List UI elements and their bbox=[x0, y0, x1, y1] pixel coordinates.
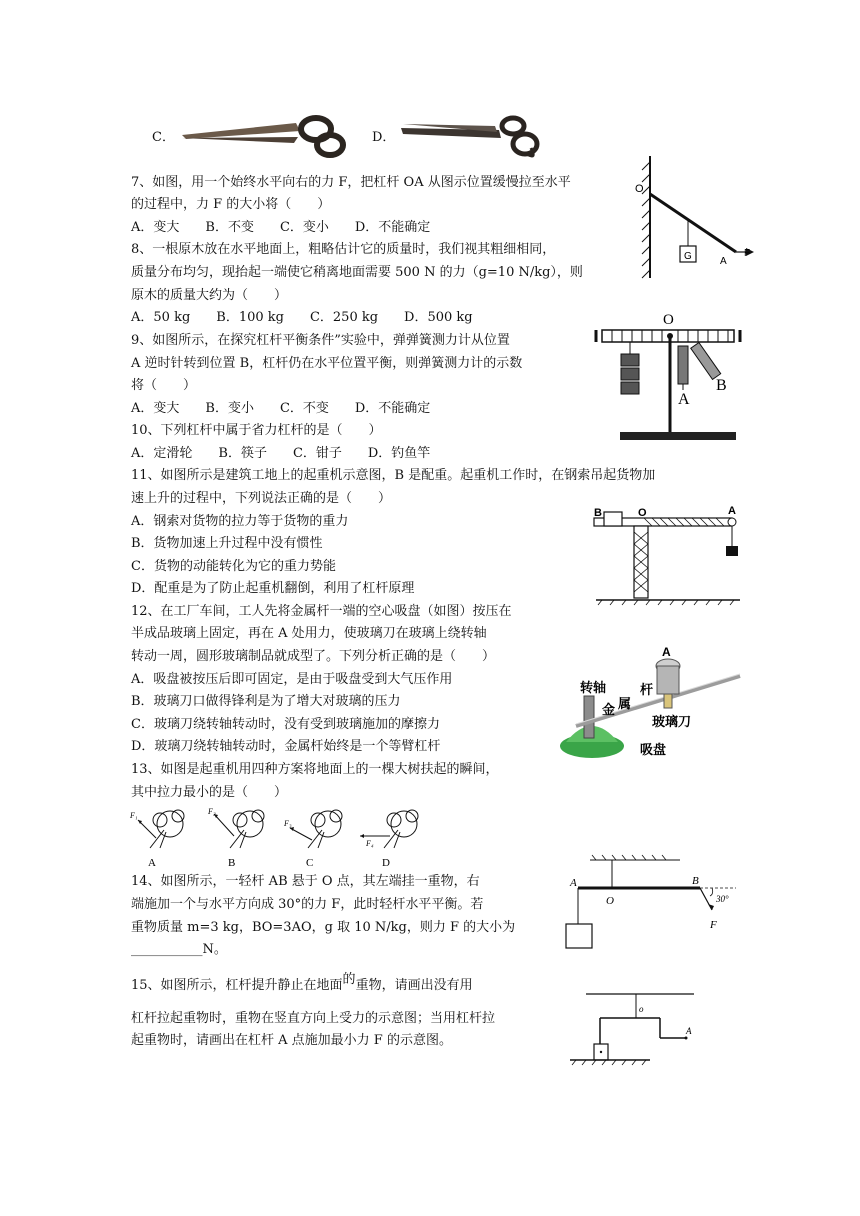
option-d-label: D． bbox=[372, 130, 396, 145]
q10-text-1: 10、下列杠杆中属于省力杠杆的是（ ） bbox=[131, 423, 382, 438]
q13-label-f1: F₁ bbox=[130, 811, 138, 820]
q12-option-b: B．玻璃刀口做得锋利是为了增大对玻璃的压力 bbox=[131, 694, 401, 709]
q9-text-3: 将（ ） bbox=[131, 378, 197, 393]
q15-text-1b: 的 bbox=[342, 972, 356, 987]
q7-lever-diagram bbox=[628, 152, 758, 280]
q13-label-f2: F₂ bbox=[208, 807, 216, 816]
q12-text-1: 12、在工厂车间，工人先将金属杆一端的空心吸盘（如图）按压在 bbox=[131, 604, 512, 619]
q12-label-a: A bbox=[662, 645, 671, 659]
q13-text-1: 13、如图是起重机用四种方案将地面上的一棵大树扶起的瞬间， bbox=[131, 762, 499, 777]
q14-text-3: 重物质量 m=3 kg，BO=3AO，g 取 10 N/kg，则力 F 的大小为 bbox=[131, 920, 516, 935]
q13-text-2: 其中拉力最小的是（ ） bbox=[131, 785, 288, 800]
q14-label-f: F bbox=[710, 919, 717, 931]
q13-tree-options bbox=[126, 806, 436, 870]
q7-text-1: 7、如图，用一个始终水平向右的力 F，把杠杆 OA 从图示位置缓慢拉至水平 bbox=[131, 175, 571, 190]
q10-options: A．定滑轮 B．筷子 C．钳子 D．钓鱼竿 bbox=[131, 446, 431, 461]
q13-label-b: B bbox=[228, 857, 236, 869]
q13-label-d: D bbox=[382, 857, 390, 869]
q15-text-1 bbox=[131, 972, 473, 995]
q13-label-c: C bbox=[306, 857, 314, 869]
q15-text-1a: 15、如图所示，杠杆提升静止在地面 bbox=[131, 978, 343, 993]
q11-text-2: 速上升的过程中，下列说法正确的是（ ） bbox=[131, 491, 392, 506]
q8-text-3: 原木的质量大约为（ ） bbox=[131, 288, 288, 303]
q9-lever-apparatus bbox=[594, 306, 744, 444]
q11-option-c: C．货物的动能转化为它的重力势能 bbox=[131, 559, 336, 574]
scissors-image-c bbox=[178, 113, 350, 159]
q14-label-b: B bbox=[692, 875, 699, 887]
q11-text-1: 11、如图所示是建筑工地上的起重机示意图，B 是配重。起重机工作时，在钢索吊起货物加 bbox=[131, 468, 656, 483]
q12-label-axis: 转轴 bbox=[580, 681, 607, 696]
q15-label-o: o bbox=[639, 1004, 644, 1014]
option-c-label: C． bbox=[152, 130, 175, 145]
q13-label-a: A bbox=[148, 857, 156, 869]
q7-text-2: 的过程中，力 F 的大小将（ ） bbox=[131, 197, 331, 212]
q11-option-d: D．配重是为了防止起重机翻倒，利用了杠杆原理 bbox=[131, 581, 415, 596]
q11-label-a: A bbox=[728, 505, 736, 517]
q7-label-o: O bbox=[635, 183, 644, 195]
q9-label-b: B bbox=[716, 377, 727, 394]
scissors-image-d bbox=[397, 112, 545, 162]
q15-lever-diagram bbox=[566, 988, 706, 1072]
q14-label-o: O bbox=[606, 895, 614, 907]
q13-label-f3: F₃ bbox=[284, 819, 292, 828]
q8-text-2: 质量分布均匀，现抬起一端使它稍离地面需要 500 N 的力（g=10 N/kg），则 bbox=[131, 265, 583, 280]
q14-label-a: A bbox=[570, 877, 577, 889]
q12-text-3: 转动一周，圆形玻璃制品就成型了。下列分析正确的是（ ） bbox=[131, 649, 496, 664]
q15-text-1c: 重物，请画出没有用 bbox=[355, 978, 473, 993]
q9-text-2: A 逆时针转到位置 B，杠杆仍在水平位置平衡，则弹簧测力计的示数 bbox=[131, 356, 523, 371]
q11-crane-diagram bbox=[592, 500, 742, 606]
q8-text-1: 8、一根原木放在水平地面上，粗略估计它的质量时，我们视其粗细相同， bbox=[131, 242, 556, 257]
q12-option-d: D．玻璃刀绕转轴转动时，金属杆始终是一个等臂杠杆 bbox=[131, 739, 441, 754]
q8-options: A．50 kg B．100 kg C．250 kg D．500 kg bbox=[131, 310, 473, 325]
q12-label-rod-1: 金 bbox=[602, 703, 616, 718]
q12-option-a: A．吸盘被按压后即可固定，是由于吸盘受到大气压作用 bbox=[131, 672, 453, 687]
q14-text-2: 端施加一个与水平方向成 30°的力 F，此时轻杆水平平衡。若 bbox=[131, 897, 484, 912]
q12-label-cutter: 玻璃刀 bbox=[652, 715, 692, 730]
q11-option-a: A．钢索对货物的拉力等于货物的重力 bbox=[131, 514, 349, 529]
q15-text-2: 杠杆拉起重物时，重物在竖直方向上受力的示意图；当用杠杆拉 bbox=[131, 1011, 496, 1026]
q12-label-rod-3: 杆 bbox=[640, 683, 654, 698]
q12-text-2: 半成品玻璃上固定，再在 A 处用力，使玻璃刀在玻璃上绕转轴 bbox=[131, 626, 487, 641]
q11-label-b: B bbox=[594, 507, 602, 519]
q11-label-o: O bbox=[638, 507, 647, 519]
q9-label-a: A bbox=[678, 391, 690, 408]
q14-label-angle: 30° bbox=[716, 894, 729, 904]
q12-label-rod-2: 属 bbox=[618, 697, 632, 712]
q9-options: A．变大 B．变小 C．不变 D．不能确定 bbox=[131, 401, 431, 416]
q9-label-o: O bbox=[663, 312, 674, 328]
q15-text-3: 起重物时，请画出在杠杆 A 点施加最小力 F 的示意图。 bbox=[131, 1033, 452, 1048]
q12-label-cup: 吸盘 bbox=[640, 743, 667, 758]
q9-text-1: 9、如图所示，在探究杠杆平衡条件”实验中，弹弹簧测力计从位置 bbox=[131, 333, 510, 348]
q7-label-a: A bbox=[720, 256, 727, 267]
q12-option-c: C．玻璃刀绕转轴转动时，没有受到玻璃施加的摩擦力 bbox=[131, 717, 440, 732]
q14-lever-diagram bbox=[560, 852, 740, 954]
q11-option-b: B．货物加速上升过程中没有惯性 bbox=[131, 536, 323, 551]
q7-options: A．变大 B．不变 C．变小 D．不能确定 bbox=[131, 220, 431, 235]
q14-text-1: 14、如图所示，一轻杆 AB 悬于 O 点，其左端挂一重物，右 bbox=[131, 874, 480, 889]
q15-label-a: A bbox=[686, 1026, 692, 1036]
q12-glass-cutter-photo bbox=[556, 640, 746, 764]
q14-text-4: ___________N。 bbox=[131, 942, 227, 957]
q7-label-f: F bbox=[744, 248, 751, 259]
q13-label-f4: F₄ bbox=[366, 839, 374, 848]
q7-label-g: G bbox=[684, 251, 692, 262]
